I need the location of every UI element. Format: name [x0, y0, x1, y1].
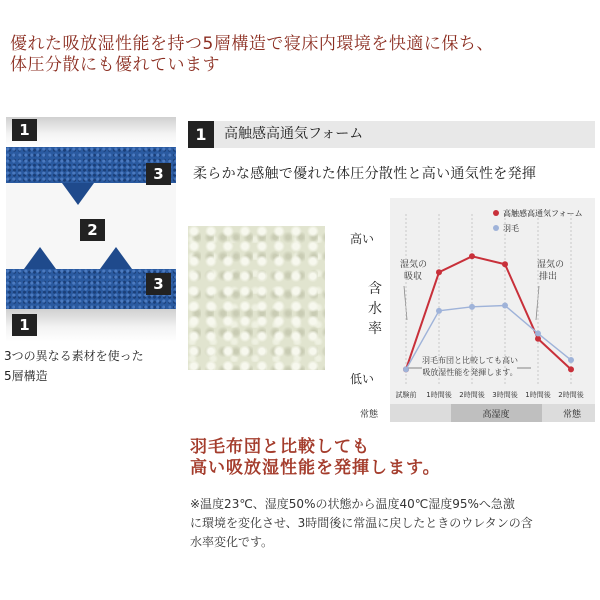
x-tick-label: 2時間後 [558, 391, 584, 399]
y-axis-label: 含水率 [368, 281, 382, 337]
compare-note-line-3: 水率変化です。 [190, 535, 274, 549]
chart-panel [390, 198, 595, 422]
layer-badge: 1 [12, 119, 37, 141]
legend-marker [493, 210, 499, 216]
data-point [535, 330, 541, 336]
section-subtitle: 柔らかな感触で優れた体圧分散性と高い通気性を発揮 [193, 166, 537, 182]
annotation-release-1: 湿気の [537, 260, 565, 270]
foam-texture-photo [188, 226, 325, 370]
data-point [502, 303, 508, 309]
headline-line-1: 優れた吸放湿性能を持つ5層構造で寝床内環境を快適に保ち、 [10, 34, 494, 54]
annotation-absorb-2: 吸収 [404, 272, 423, 282]
headline-line-2: 体圧分散にも優れています [10, 55, 220, 75]
x-tick-label: 2時間後 [459, 391, 485, 399]
compare-title-line-1: 羽毛布団と比較しても [190, 437, 370, 457]
annotation-absorb-1: 湿気の [400, 260, 428, 270]
layer-center-bump [24, 247, 56, 269]
compare-note [190, 495, 595, 552]
compare-note-line-2: に環境を変化させ、3時間後に常温に戻したときのウレタンの含 [190, 516, 533, 530]
phase-middle: 高湿度 [482, 410, 510, 420]
phase-left: 常態 [359, 410, 379, 420]
annotation-release-2: 排出 [539, 272, 558, 282]
data-point [436, 269, 442, 275]
chart-note-2: 吸放湿性能を発揮します。 [422, 368, 518, 377]
layer-badge: 3 [146, 273, 171, 295]
data-point [403, 366, 409, 372]
layer-center-bump [100, 247, 132, 269]
data-point [469, 304, 475, 310]
layer-badge: 3 [146, 163, 171, 185]
section-title: 高触感高通気フォーム [224, 126, 364, 142]
data-point [436, 308, 442, 314]
data-point [469, 253, 475, 259]
data-point [535, 336, 541, 342]
moisture-chart [344, 198, 595, 422]
x-tick-label: 1時間後 [426, 391, 452, 399]
x-tick-label: 試験前 [395, 391, 417, 399]
x-tick-label: 3時間後 [492, 391, 518, 399]
layers-caption [4, 346, 184, 386]
section-number: 1 [188, 121, 214, 148]
section-header [188, 121, 595, 148]
legend-label: 高触感高通気フォーム [503, 209, 583, 218]
chart-note-1: 羽毛布団と比較しても高い [422, 356, 518, 365]
five-layer-structure-image [6, 117, 176, 342]
legend-marker [493, 225, 499, 231]
y-high-label: 高い [349, 232, 374, 246]
data-point [502, 261, 508, 267]
layers-caption-line-1: 3つの異なる素材を使った [4, 349, 144, 363]
compare-note-line-1: ※温度23℃、湿度50%の状態から温度40℃湿度95%へ急激 [190, 497, 515, 511]
data-point [568, 366, 574, 372]
phase-right: 常態 [562, 410, 582, 420]
y-low-label: 低い [349, 372, 374, 386]
compare-title-line-2: 高い吸放湿性能を発揮します。 [190, 458, 441, 478]
compare-title [190, 437, 595, 479]
data-point [568, 357, 574, 363]
headline [10, 34, 595, 76]
layer-center-bump [62, 183, 94, 205]
layers-caption-line-2: 5層構造 [4, 369, 48, 383]
layer-badge: 2 [80, 219, 105, 241]
legend-label: 羽毛 [503, 224, 519, 233]
chart-svg [344, 198, 595, 422]
layer-badge: 1 [12, 314, 37, 336]
x-tick-label: 1時間後 [525, 391, 551, 399]
